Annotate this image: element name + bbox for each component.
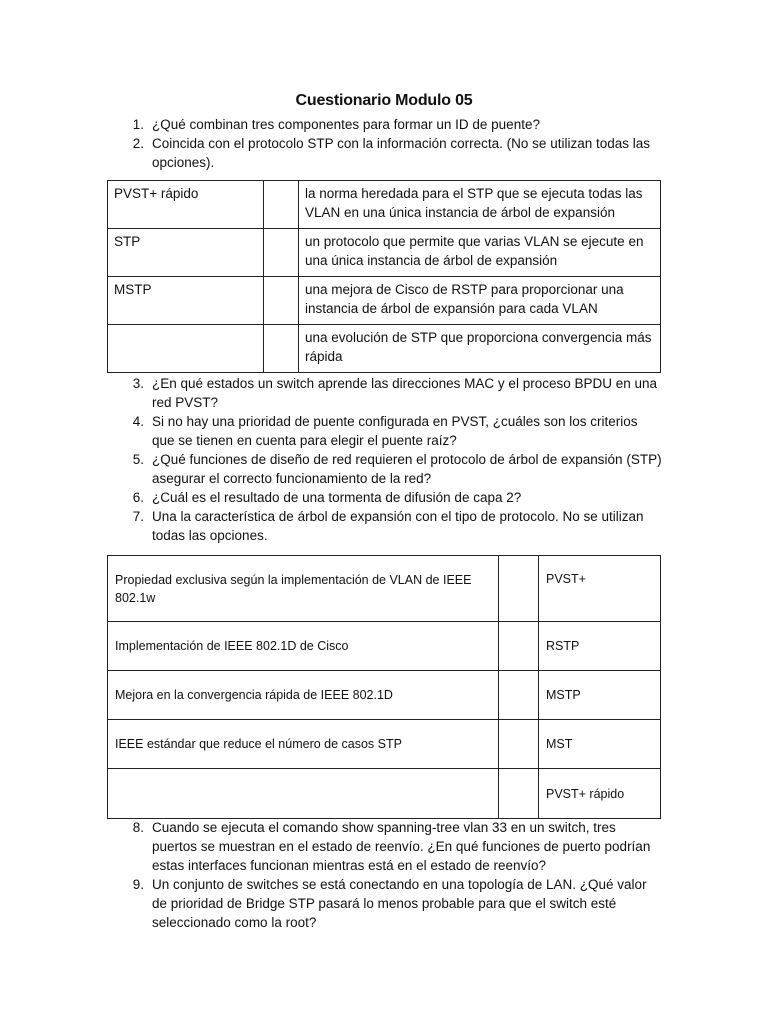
question-number: 7. <box>132 509 144 524</box>
description-cell: una evolución de STP que proporciona convergencia más rápida <box>299 325 661 373</box>
protocol-cell: STP <box>108 229 264 277</box>
table-row <box>108 277 661 325</box>
protocol-cell: RSTP <box>539 622 661 671</box>
question-list-c <box>128 818 663 932</box>
question-text: Coincida con el protocolo STP con la información correcta. (No se utilizan todas las opciones). <box>152 136 650 170</box>
question-text: ¿Cuál es el resultado de una tormenta de difusión de capa 2? <box>152 490 522 505</box>
question-text: ¿Qué funciones de diseño de red requieren el protocolo de árbol de expansión (STP) asegurar el correcto funcionamiento de la red? <box>152 452 662 486</box>
question-item <box>128 488 663 507</box>
protocol-cell <box>108 325 264 373</box>
question-number: 8. <box>132 820 144 835</box>
protocol-cell: MSTP <box>539 671 661 720</box>
question-number: 1. <box>132 117 144 132</box>
answer-cell[interactable] <box>499 556 539 622</box>
question-item <box>128 374 663 412</box>
answer-cell[interactable] <box>499 769 539 819</box>
protocol-match-table <box>107 180 661 373</box>
question-item <box>128 134 663 172</box>
characteristic-cell: Implementación de IEEE 802.1D de Cisco <box>108 622 499 671</box>
answer-cell[interactable] <box>499 671 539 720</box>
protocol-cell: MSTP <box>108 277 264 325</box>
characteristic-cell: Mejora en la convergencia rápida de IEEE 802.1D <box>108 671 499 720</box>
question-item <box>128 818 663 875</box>
description-cell: una mejora de Cisco de RSTP para proporcionar una instancia de árbol de expansión para cada VLAN <box>299 277 661 325</box>
answer-cell[interactable] <box>264 277 299 325</box>
table-row <box>108 720 661 769</box>
table-row <box>108 181 661 229</box>
question-text: ¿En qué estados un switch aprende las direcciones MAC y el proceso BPDU en una red PVST? <box>152 376 658 410</box>
question-text: Si no hay una prioridad de puente configurada en PVST, ¿cuáles son los criterios que se tienen en cuenta para elegir el puente raíz? <box>152 414 638 448</box>
question-item <box>128 115 663 134</box>
protocol-cell: PVST+ rápido <box>539 769 661 819</box>
question-item <box>128 507 663 545</box>
page-title: Cuestionario Modulo 05 <box>295 92 473 109</box>
question-text: ¿Qué combinan tres componentes para formar un ID de puente? <box>152 117 540 132</box>
table-row <box>108 671 661 720</box>
question-number: 5. <box>132 452 144 467</box>
question-text: Cuando se ejecuta el comando show spanning-tree vlan 33 en un switch, tres puertos se muestran en el estado de reenvío. ¿En qué funciones de puerto podrían estas interfaces funcionan mientras está en el estado de reenvío? <box>152 820 651 873</box>
question-number: 3. <box>132 376 144 391</box>
answer-cell[interactable] <box>264 229 299 277</box>
table-row <box>108 325 661 373</box>
question-list-b <box>128 374 663 545</box>
characteristic-match-table <box>107 555 661 819</box>
table-row <box>108 556 661 622</box>
question-item <box>128 412 663 450</box>
question-list-a <box>128 115 663 172</box>
characteristic-cell <box>108 769 499 819</box>
answer-cell[interactable] <box>264 325 299 373</box>
table-row <box>108 622 661 671</box>
answer-cell[interactable] <box>264 181 299 229</box>
protocol-cell: PVST+ <box>539 556 661 622</box>
characteristic-cell: IEEE estándar que reduce el número de casos STP <box>108 720 499 769</box>
question-number: 4. <box>132 414 144 429</box>
answer-cell[interactable] <box>499 622 539 671</box>
table-row <box>108 769 661 819</box>
characteristic-cell: Propiedad exclusiva según la implementación de VLAN de IEEE 802.1w <box>108 556 499 622</box>
question-text: Una la característica de árbol de expansión con el tipo de protocolo. No se utilizan todas las opciones. <box>152 509 644 543</box>
question-item <box>128 450 663 488</box>
protocol-cell: MST <box>539 720 661 769</box>
question-number: 6. <box>132 490 144 505</box>
protocol-cell: PVST+ rápido <box>108 181 264 229</box>
description-cell: un protocolo que permite que varias VLAN se ejecute en una única instancia de árbol de expansión <box>299 229 661 277</box>
question-item <box>128 875 663 932</box>
question-text: Un conjunto de switches se está conectando en una topología de LAN. ¿Qué valor de prioridad de Bridge STP pasará lo menos probable para que el switch esté seleccionado como la root? <box>152 877 647 930</box>
table-row <box>108 229 661 277</box>
question-number: 2. <box>132 136 144 151</box>
answer-cell[interactable] <box>499 720 539 769</box>
question-number: 9. <box>132 877 144 892</box>
description-cell: la norma heredada para el STP que se ejecuta todas las VLAN en una única instancia de árbol de expansión <box>299 181 661 229</box>
